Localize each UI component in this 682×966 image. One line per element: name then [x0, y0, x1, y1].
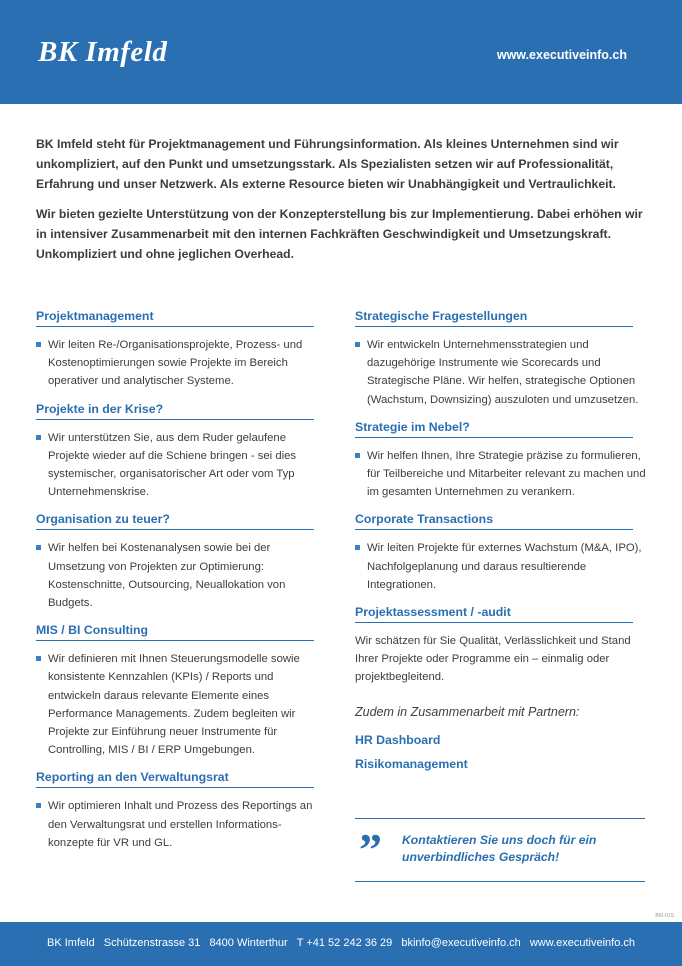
section-strategie-nebel [355, 420, 650, 502]
section-assessment [355, 605, 650, 687]
section-reporting [36, 770, 316, 852]
partner-link-hr-dashboard[interactable]: HR Dashboard [355, 732, 441, 747]
section-projektmanagement [36, 309, 316, 391]
section-title: Corporate Transactions [355, 512, 633, 530]
footer [0, 922, 682, 966]
list-item [36, 797, 316, 852]
list-item-text: Wir definieren mit Ihnen Steuerungsmodelle sowie konsistente Kennzahlen (KPIs) / Reports und entwickeln daraus relevante Elemente eines Performance Managements. Zudem begleiten wir Projekte zur Einführung neuer Instrumente für Controlling, MIS / BI / ERP Umgebungen. [48, 653, 300, 757]
bullet-icon [36, 342, 41, 347]
logo: BK Imfeld [38, 36, 168, 68]
section-title: Projektassessment / -audit [355, 605, 633, 623]
left-column [36, 309, 316, 863]
section-title: MIS / BI Consulting [36, 623, 314, 641]
intro-paragraph-1: BK Imfeld steht für Projektmanagement und Führungsinformation. Als kleines Unternehmen sind wir unkompliziert, auf den Punkt und umsetzungsstark. Als Spezialisten setzen wir auf Professionalität, Erfahrung und unser Netzwerk. Als externe Resource bieten wir Unabhängigkeit und Vertraulichkeit. [36, 137, 619, 191]
section-projekte-krise [36, 402, 316, 502]
footer-city: 8400 Winterthur [209, 937, 288, 949]
right-column [355, 309, 650, 781]
section-title: Projektmanagement [36, 309, 314, 327]
assessment-text: Wir schätzen für Sie Qualität, Verlässlichkeit und Stand Ihrer Projekte oder Programme ein – einmalig oder projektbegleitend. [355, 635, 631, 684]
list-item [36, 650, 316, 759]
footer-contact-line [0, 937, 682, 949]
bullet-icon [36, 803, 41, 808]
section-title: Reporting an den Verwaltungsrat [36, 770, 314, 788]
list-item [355, 447, 650, 502]
list-item [355, 336, 650, 409]
bullet-icon [36, 545, 41, 550]
section-organisation [36, 512, 316, 612]
header-url-link[interactable]: www.executiveinfo.ch [496, 48, 627, 62]
list-item-text: Wir helfen bei Kostenanalysen sowie bei der Umsetzung von Projekten zur Optimierung: Kostenschnitte, Outsourcing, Neuallokation von Budgets. [48, 542, 286, 610]
footer-company: BK Imfeld [47, 937, 95, 949]
cta-text: Kontaktieren Sie uns doch für ein unverbindliches Gespräch! [402, 833, 597, 864]
quote-icon: ” [359, 824, 382, 875]
list-item [36, 336, 316, 391]
bullet-icon [355, 342, 360, 347]
section-corporate-transactions [355, 512, 650, 594]
section-title: Strategische Fragestellungen [355, 309, 633, 327]
bullet-icon [36, 656, 41, 661]
list-item [36, 429, 316, 502]
list-item-text: Wir leiten Re-/Organisationsprojekte, Prozess- und Kostenoptimierungen sowie Projekte im Bereich operativer und analytischer Systeme. [48, 339, 303, 388]
section-mis-bi [36, 623, 316, 759]
bullet-icon [355, 453, 360, 458]
footer-email-link[interactable]: bkinfo@executiveinfo.ch [401, 937, 521, 949]
list-item-text: Wir unterstützen Sie, aus dem Ruder gelaufene Projekte wieder auf die Schiene bringen - sei dies systemischer, organisatorischer Art oder vom Typ Unternehmenskrise. [48, 431, 297, 499]
reference-code: BKI-01S [655, 913, 674, 919]
section-strategische-fragen [355, 309, 650, 409]
list-item-text: Wir entwickeln Unternehmensstrategien und dazugehörige Instrumente wie Scorecards und Strategische Pläne. Wir helfen, strategische Optionen (Wachstum, Downsizing) auszuloten und umzusetzen. [367, 339, 639, 406]
section-title: Projekte in der Krise? [36, 402, 314, 420]
contact-callout [355, 818, 645, 882]
footer-street: Schützenstrasse 31 [103, 937, 201, 949]
section-title: Organisation zu teuer? [36, 512, 314, 530]
list-item-text: Wir leiten Projekte für externes Wachstum (M&A, IPO), Nachfolgeplanung und daraus resultierende Integrationen. [367, 542, 642, 591]
partners-intro: Zudem in Zusammenarbeit mit Partnern: [355, 704, 580, 719]
intro-paragraph-2: Wir bieten gezielte Unterstützung von der Konzepterstellung bis zur Implementierung. Dabei erhöhen wir in intensiver Zusammenarbeit mit den internen Fachkräften Geschwindigkeit und Umsetzungskraft. Unkompliziert und ohne jeglichen Overhead. [36, 207, 643, 261]
list-item [355, 539, 650, 594]
footer-phone[interactable]: T +41 52 242 36 29 [296, 937, 393, 949]
list-item [36, 539, 316, 612]
section-title: Strategie im Nebel? [355, 420, 633, 438]
partner-link-risikomanagement[interactable]: Risikomanagement [355, 756, 468, 771]
bullet-icon [36, 435, 41, 440]
footer-web-link[interactable]: www.executiveinfo.ch [529, 937, 635, 949]
list-item-text: Wir helfen Ihnen, Ihre Strategie präzise zu formulieren, für Teilbereiche und Mitarbeiter relevant zu machen und im gesamten Unternehmen zu verankern. [367, 449, 646, 499]
list-item-text: Wir optimieren Inhalt und Prozess des Reportings an den Verwaltungsrat und erstellen Informations-konzepte für VR und GL. [48, 800, 313, 849]
header-banner [0, 0, 682, 104]
bullet-icon [355, 545, 360, 550]
